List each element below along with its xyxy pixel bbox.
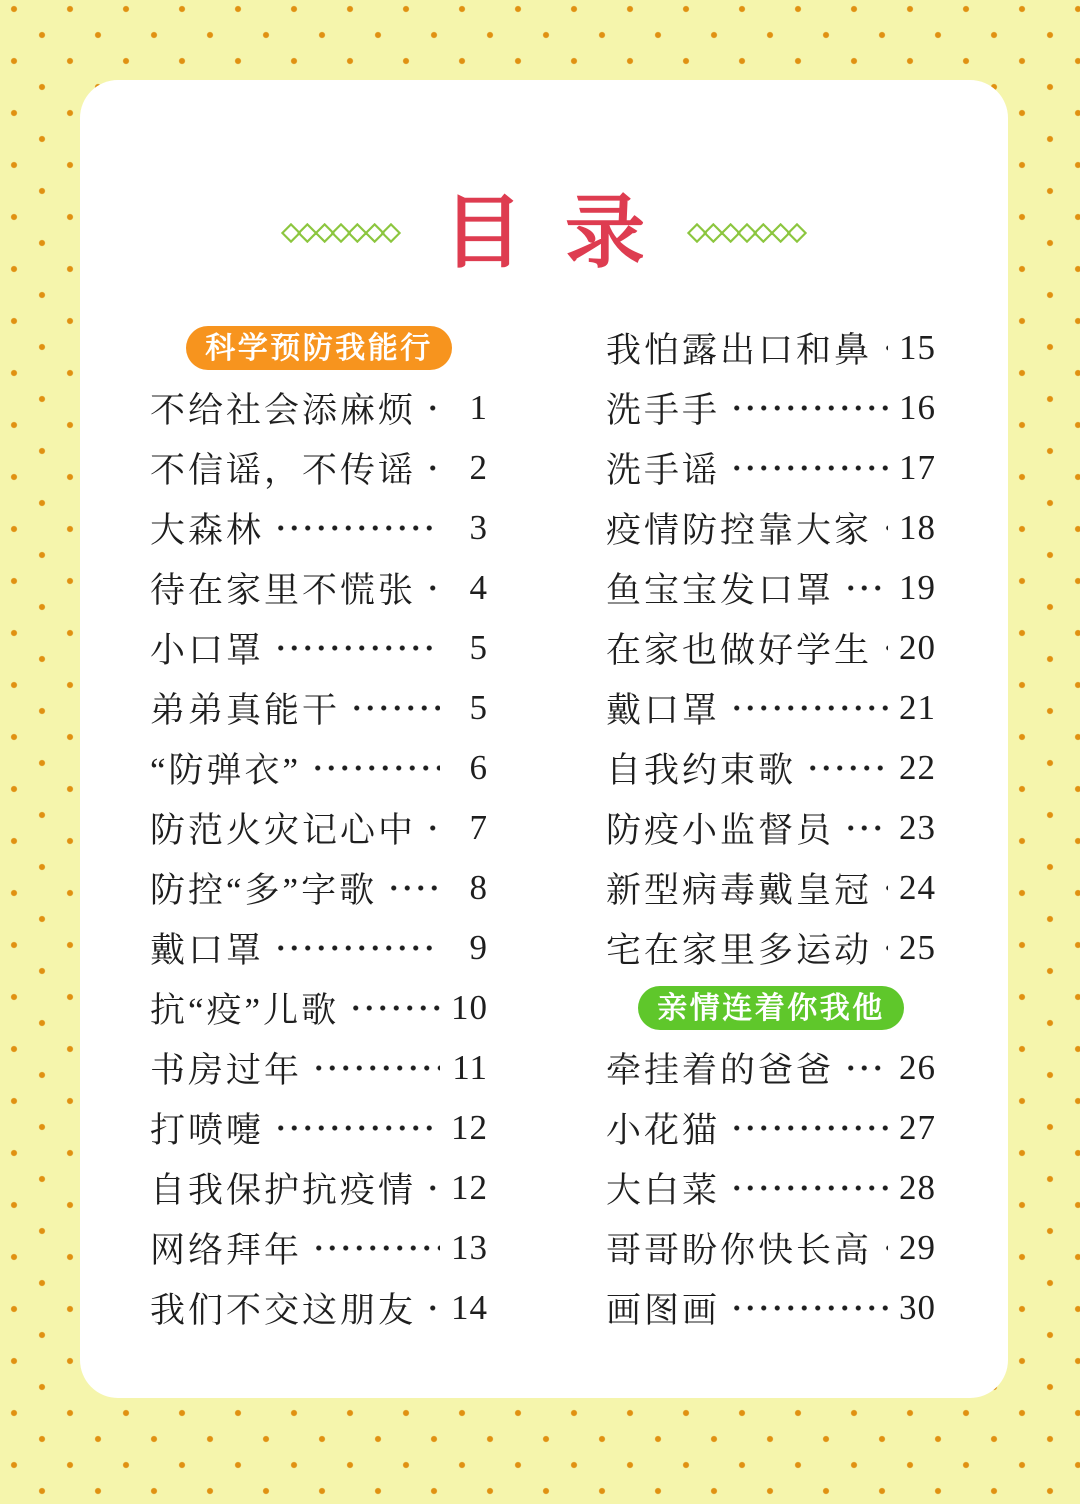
toc-entry-title: 打喷嚏 bbox=[150, 1111, 265, 1150]
dot-leader bbox=[880, 1230, 888, 1266]
toc-entry-title: 待在家里不慌张 bbox=[150, 571, 417, 610]
toc-entry-title: 抗“疫”儿歌 bbox=[150, 991, 340, 1030]
toc-entry-title: 防疫小监督员 bbox=[606, 811, 835, 850]
toc-entry-page: 21 bbox=[899, 688, 936, 727]
dot-leader bbox=[424, 570, 440, 606]
toc-entry-page: 17 bbox=[899, 448, 936, 487]
toc-entry bbox=[606, 443, 936, 493]
toc-entry bbox=[150, 1043, 488, 1093]
dot-leader bbox=[728, 1170, 888, 1206]
toc-entry-title: 画图画 bbox=[606, 1291, 721, 1330]
toc-entry-page: 22 bbox=[899, 748, 936, 787]
toc-column-right bbox=[606, 318, 936, 1338]
dot-leader bbox=[385, 870, 440, 906]
toc-entry-title: 在家也做好学生 bbox=[606, 631, 873, 670]
toc-entry-title: 宅在家里多运动 bbox=[606, 931, 873, 970]
toc-entry-page: 2 bbox=[469, 448, 488, 487]
toc-entry-title: 小口罩 bbox=[150, 631, 265, 670]
toc-entry-page: 16 bbox=[899, 388, 936, 427]
dot-leader bbox=[728, 1290, 888, 1326]
toc-entry bbox=[150, 443, 488, 493]
toc-entry-title: 新型病毒戴皇冠 bbox=[606, 871, 873, 910]
toc-entry-page: 10 bbox=[451, 988, 488, 1027]
dot-leader bbox=[728, 690, 888, 726]
dot-leader bbox=[424, 1290, 440, 1326]
dot-leader bbox=[310, 1230, 440, 1266]
toc-entry-title: 大森林 bbox=[150, 511, 265, 550]
toc-entry bbox=[606, 383, 936, 433]
toc-entry-page: 5 bbox=[469, 688, 488, 727]
toc-columns bbox=[150, 318, 936, 1338]
section-badge-prevention: 科学预防我能行 bbox=[186, 326, 452, 370]
dot-leader bbox=[309, 750, 440, 786]
toc-entry-title: “防弹衣” bbox=[150, 751, 302, 790]
dot-leader bbox=[842, 810, 888, 846]
toc-entry bbox=[606, 1163, 936, 1213]
dot-leader bbox=[272, 1110, 440, 1146]
toc-entry-page: 3 bbox=[469, 508, 488, 547]
toc-entry-title: 不信谣，不传谣 bbox=[150, 451, 417, 490]
toc-entry-title: 自我约束歌 bbox=[606, 751, 797, 790]
dot-leader bbox=[272, 930, 440, 966]
toc-entry-page: 12 bbox=[451, 1108, 488, 1147]
toc-entry bbox=[606, 623, 936, 673]
toc-entry-title: 弟弟真能干 bbox=[150, 691, 341, 730]
toc-entry bbox=[606, 743, 936, 793]
toc-entry bbox=[606, 323, 936, 373]
toc-entry-title: 防范火灾记心中 bbox=[150, 811, 417, 850]
dot-leader bbox=[880, 330, 888, 366]
toc-entry bbox=[150, 1283, 488, 1333]
dot-leader bbox=[348, 690, 440, 726]
toc-entry bbox=[606, 803, 936, 853]
dot-leader bbox=[347, 990, 440, 1026]
toc-entry bbox=[150, 383, 488, 433]
toc-entry bbox=[150, 1163, 488, 1213]
dot-leader bbox=[842, 1050, 888, 1086]
toc-entry-page: 15 bbox=[899, 328, 936, 367]
page-title: 目录 bbox=[443, 188, 687, 277]
toc-entry-page: 13 bbox=[451, 1228, 488, 1267]
toc-entry-title: 不给社会添麻烦 bbox=[150, 391, 417, 430]
dot-leader bbox=[424, 1170, 440, 1206]
toc-entry-title: 防控“多”字歌 bbox=[150, 871, 378, 910]
toc-entry bbox=[150, 1103, 488, 1153]
toc-entry-title: 疫情防控靠大家 bbox=[606, 511, 873, 550]
toc-entry-page: 1 bbox=[469, 388, 488, 427]
toc-entry-title: 网络拜年 bbox=[150, 1231, 303, 1270]
toc-entry bbox=[606, 1043, 936, 1093]
dot-leader bbox=[880, 630, 888, 666]
dot-leader bbox=[880, 930, 888, 966]
toc-entry bbox=[150, 743, 488, 793]
toc-card bbox=[80, 80, 1008, 1398]
toc-entry bbox=[150, 803, 488, 853]
toc-entry-title: 洗手谣 bbox=[606, 451, 721, 490]
diamond-chain-left-icon bbox=[281, 223, 401, 243]
title-row bbox=[80, 176, 1008, 290]
toc-entry bbox=[606, 683, 936, 733]
toc-entry bbox=[150, 1223, 488, 1273]
toc-entry-title: 我怕露出口和鼻 bbox=[606, 331, 873, 370]
toc-entry-title: 自我保护抗疫情 bbox=[150, 1171, 417, 1210]
diamond-chain-right-icon bbox=[687, 223, 807, 243]
toc-entry bbox=[150, 563, 488, 613]
toc-entry bbox=[606, 1283, 936, 1333]
toc-entry-page: 14 bbox=[451, 1288, 488, 1327]
toc-entry-page: 26 bbox=[899, 1048, 936, 1087]
section-badge-family: 亲情连着你我他 bbox=[638, 986, 904, 1030]
toc-entry bbox=[606, 863, 936, 913]
toc-entry bbox=[606, 923, 936, 973]
toc-entry bbox=[150, 983, 488, 1033]
toc-entry-page: 19 bbox=[899, 568, 936, 607]
toc-entry-page: 25 bbox=[899, 928, 936, 967]
toc-entry bbox=[606, 1103, 936, 1153]
toc-entry-title: 牵挂着的爸爸 bbox=[606, 1051, 835, 1090]
toc-entry bbox=[150, 623, 488, 673]
dot-leader bbox=[424, 810, 440, 846]
toc-entry-page: 30 bbox=[899, 1288, 936, 1327]
toc-entry-page: 23 bbox=[899, 808, 936, 847]
dot-leader bbox=[728, 450, 888, 486]
toc-entry-title: 戴口罩 bbox=[606, 691, 721, 730]
toc-entry-page: 27 bbox=[899, 1108, 936, 1147]
toc-entry-page: 28 bbox=[899, 1168, 936, 1207]
dot-leader bbox=[880, 510, 888, 546]
toc-entry-page: 20 bbox=[899, 628, 936, 667]
toc-entry-title: 小花猫 bbox=[606, 1111, 721, 1150]
toc-entry bbox=[150, 923, 488, 973]
toc-entry-page: 24 bbox=[899, 868, 936, 907]
toc-entry-page: 7 bbox=[469, 808, 488, 847]
toc-entry-title: 哥哥盼你快长高 bbox=[606, 1231, 873, 1270]
toc-entry-title: 我们不交这朋友 bbox=[150, 1291, 417, 1330]
dot-leader bbox=[804, 750, 888, 786]
dot-leader bbox=[272, 510, 440, 546]
toc-entry-page: 5 bbox=[469, 628, 488, 667]
toc-entry-title: 洗手手 bbox=[606, 391, 721, 430]
toc-entry bbox=[606, 563, 936, 613]
toc-entry-page: 29 bbox=[899, 1228, 936, 1267]
toc-entry-page: 4 bbox=[469, 568, 488, 607]
toc-column-left bbox=[150, 318, 488, 1338]
toc-entry-page: 6 bbox=[469, 748, 488, 787]
dot-leader bbox=[424, 390, 440, 426]
dot-leader bbox=[310, 1050, 440, 1086]
toc-entry bbox=[606, 503, 936, 553]
dot-leader bbox=[728, 1110, 888, 1146]
toc-entry-title: 鱼宝宝发口罩 bbox=[606, 571, 835, 610]
dot-leader bbox=[842, 570, 888, 606]
toc-entry bbox=[150, 683, 488, 733]
toc-entry-page: 18 bbox=[899, 508, 936, 547]
toc-entry bbox=[606, 1223, 936, 1273]
toc-entry-page: 8 bbox=[469, 868, 488, 907]
dot-leader bbox=[424, 450, 440, 486]
toc-entry-page: 12 bbox=[451, 1168, 488, 1207]
toc-entry-title: 书房过年 bbox=[150, 1051, 303, 1090]
toc-entry-page: 9 bbox=[469, 928, 488, 967]
toc-entry bbox=[150, 503, 488, 553]
dot-leader bbox=[728, 390, 888, 426]
toc-entry-title: 大白菜 bbox=[606, 1171, 721, 1210]
dot-leader bbox=[272, 630, 440, 666]
toc-entry bbox=[150, 863, 488, 913]
toc-entry-page: 11 bbox=[452, 1048, 488, 1087]
toc-entry-title: 戴口罩 bbox=[150, 931, 265, 970]
dot-leader bbox=[880, 870, 888, 906]
